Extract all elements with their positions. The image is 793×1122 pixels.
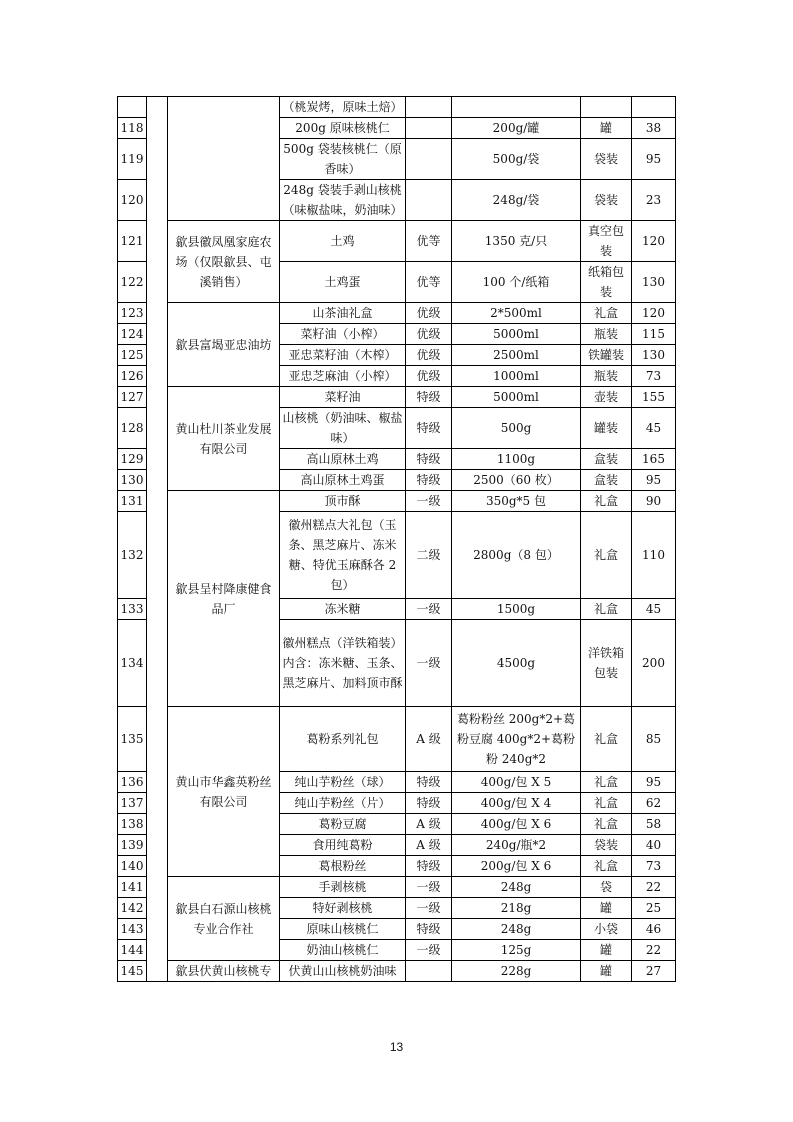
spec-cell: 200g/罐 [452, 118, 581, 139]
company-cell: 歙县白石源山核桃专业合作社 [168, 877, 280, 961]
grade-cell: 特级 [406, 856, 452, 877]
price-cell: 46 [632, 919, 676, 940]
spec-cell: 5000ml [452, 324, 581, 345]
packaging-cell: 袋 [581, 877, 632, 898]
spec-cell: 400g/包 X 5 [452, 772, 581, 793]
price-cell: 73 [632, 366, 676, 387]
packaging-cell: 盒装 [581, 470, 632, 491]
spec-cell: 4500g [452, 620, 581, 707]
product-cell: 山核桃（奶油味、椒盐味） [280, 408, 406, 449]
price-cell: 200 [632, 620, 676, 707]
product-cell: 原味山核桃仁 [280, 919, 406, 940]
spec-cell: 1350 克/只 [452, 221, 581, 262]
product-cell: 手剥核桃 [280, 877, 406, 898]
row-number-cell: 119 [118, 139, 147, 180]
product-cell: 葛根粉丝 [280, 856, 406, 877]
row-number-cell: 126 [118, 366, 147, 387]
spec-cell: 400g/包 X 6 [452, 814, 581, 835]
price-cell [632, 97, 676, 118]
row-number-cell: 145 [118, 961, 147, 982]
row-number-cell: 140 [118, 856, 147, 877]
product-cell: （桃炭烤，原味土焙） [280, 97, 406, 118]
table-row [118, 97, 676, 118]
company-cell: 歙县伏黄山核桃专 [168, 961, 280, 982]
table-row [118, 961, 676, 982]
company-cell: 歙县徽凤凰家庭农场（仅限歙县、屯溪销售） [168, 221, 280, 303]
grade-cell: 优级 [406, 345, 452, 366]
packaging-cell: 袋装 [581, 180, 632, 221]
grade-cell: 特级 [406, 387, 452, 408]
price-cell: 130 [632, 345, 676, 366]
spec-cell: 400g/包 X 4 [452, 793, 581, 814]
spec-cell: 218g [452, 898, 581, 919]
product-cell: 顶市酥 [280, 491, 406, 512]
table-row [118, 707, 676, 772]
price-cell: 62 [632, 793, 676, 814]
price-cell: 27 [632, 961, 676, 982]
row-number-cell: 125 [118, 345, 147, 366]
grade-cell [406, 180, 452, 221]
product-cell: 亚忠芝麻油（小榨） [280, 366, 406, 387]
product-cell: 食用纯葛粉 [280, 835, 406, 856]
grade-cell: A 级 [406, 835, 452, 856]
packaging-cell: 礼盒 [581, 303, 632, 324]
row-number-cell: 118 [118, 118, 147, 139]
packaging-cell: 铁罐装 [581, 345, 632, 366]
packaging-cell: 盒装 [581, 449, 632, 470]
packaging-cell: 礼盒 [581, 772, 632, 793]
row-number-cell: 137 [118, 793, 147, 814]
grade-cell: 特级 [406, 793, 452, 814]
row-number-cell: 127 [118, 387, 147, 408]
product-cell: 冻米糖 [280, 599, 406, 620]
row-number-cell: 139 [118, 835, 147, 856]
company-cell: 歙县呈村降康健食品厂 [168, 491, 280, 707]
spec-cell: 248g/袋 [452, 180, 581, 221]
packaging-cell: 礼盒 [581, 814, 632, 835]
row-number-cell: 121 [118, 221, 147, 262]
table-row [118, 877, 676, 898]
grade-cell: 优级 [406, 303, 452, 324]
product-cell: 徽州糕点大礼包（玉条、黑芝麻片、冻米糖、特优玉麻酥各 2 包） [280, 512, 406, 599]
spec-cell: 5000ml [452, 387, 581, 408]
packaging-cell: 罐 [581, 118, 632, 139]
product-cell: 奶油山核桃仁 [280, 940, 406, 961]
price-cell: 40 [632, 835, 676, 856]
row-number-cell: 128 [118, 408, 147, 449]
packaging-cell: 瓶装 [581, 366, 632, 387]
packaging-cell: 礼盒 [581, 856, 632, 877]
spec-cell [452, 97, 581, 118]
product-cell: 葛粉系列礼包 [280, 707, 406, 772]
grade-cell [406, 961, 452, 982]
product-cell: 特好剥核桃 [280, 898, 406, 919]
grade-cell: 特级 [406, 449, 452, 470]
spec-cell: 200g/包 X 6 [452, 856, 581, 877]
packaging-cell: 袋装 [581, 835, 632, 856]
product-cell: 248g 袋装手剥山核桃（味椒盐味，奶油味） [280, 180, 406, 221]
row-number-cell: 120 [118, 180, 147, 221]
packaging-cell: 壶装 [581, 387, 632, 408]
row-number-cell: 131 [118, 491, 147, 512]
product-cell: 高山原林土鸡蛋 [280, 470, 406, 491]
spec-cell: 240g/瓶*2 [452, 835, 581, 856]
grade-cell [406, 118, 452, 139]
grade-cell: 优级 [406, 324, 452, 345]
price-cell: 130 [632, 262, 676, 303]
product-cell: 土鸡 [280, 221, 406, 262]
product-cell: 葛粉豆腐 [280, 814, 406, 835]
company-cell: 黄山杜川茶业发展有限公司 [168, 387, 280, 491]
price-cell: 165 [632, 449, 676, 470]
price-cell: 155 [632, 387, 676, 408]
row-number-cell: 135 [118, 707, 147, 772]
packaging-cell: 纸箱包装 [581, 262, 632, 303]
spec-cell: 248g [452, 877, 581, 898]
spec-cell: 125g [452, 940, 581, 961]
spec-cell: 2500ml [452, 345, 581, 366]
row-number-cell: 143 [118, 919, 147, 940]
spec-cell: 248g [452, 919, 581, 940]
spec-cell: 1100g [452, 449, 581, 470]
grade-cell: 特级 [406, 408, 452, 449]
price-cell: 38 [632, 118, 676, 139]
price-cell: 110 [632, 512, 676, 599]
price-cell: 22 [632, 877, 676, 898]
price-cell: 58 [632, 814, 676, 835]
packaging-cell: 小袋 [581, 919, 632, 940]
spec-cell: 500g/袋 [452, 139, 581, 180]
grade-cell: 特级 [406, 919, 452, 940]
price-cell: 85 [632, 707, 676, 772]
table-row [118, 387, 676, 408]
product-cell: 200g 原味核桃仁 [280, 118, 406, 139]
grade-cell: 特级 [406, 772, 452, 793]
row-number-cell: 144 [118, 940, 147, 961]
row-number-cell: 134 [118, 620, 147, 707]
category-cell [147, 97, 168, 982]
product-price-table [117, 96, 676, 982]
price-cell: 73 [632, 856, 676, 877]
product-cell: 伏黄山山核桃奶油味 [280, 961, 406, 982]
price-cell: 45 [632, 599, 676, 620]
packaging-cell: 礼盒 [581, 793, 632, 814]
packaging-cell: 罐 [581, 961, 632, 982]
spec-cell: 1000ml [452, 366, 581, 387]
packaging-cell: 礼盒 [581, 599, 632, 620]
spec-cell: 1500g [452, 599, 581, 620]
product-cell: 500g 袋装核桃仁（原香味） [280, 139, 406, 180]
product-cell: 徽州糕点（洋铁箱装）内含：冻米糖、玉条、黑芝麻片、加料顶市酥 [280, 620, 406, 707]
row-number-cell: 132 [118, 512, 147, 599]
row-number-cell: 142 [118, 898, 147, 919]
price-cell: 115 [632, 324, 676, 345]
row-number-cell: 124 [118, 324, 147, 345]
row-number-cell: 133 [118, 599, 147, 620]
table-row [118, 221, 676, 262]
table-row [118, 491, 676, 512]
price-cell: 120 [632, 303, 676, 324]
price-cell: 95 [632, 470, 676, 491]
price-cell: 25 [632, 898, 676, 919]
grade-cell: 优等 [406, 262, 452, 303]
company-cell: 黄山市华鑫英粉丝有限公司 [168, 707, 280, 877]
grade-cell: 一级 [406, 491, 452, 512]
row-number-cell: 130 [118, 470, 147, 491]
product-cell: 山茶油礼盒 [280, 303, 406, 324]
spec-cell: 350g*5 包 [452, 491, 581, 512]
grade-cell: 一级 [406, 940, 452, 961]
row-number-cell: 123 [118, 303, 147, 324]
packaging-cell: 罐装 [581, 408, 632, 449]
row-number-cell: 141 [118, 877, 147, 898]
spec-cell: 2*500ml [452, 303, 581, 324]
grade-cell: A 级 [406, 707, 452, 772]
page-number: 13 [389, 1040, 404, 1054]
packaging-cell: 洋铁箱包装 [581, 620, 632, 707]
product-cell: 土鸡蛋 [280, 262, 406, 303]
row-number-cell: 122 [118, 262, 147, 303]
spec-cell: 葛粉粉丝 200g*2+葛粉豆腐 400g*2+葛粉粉 240g*2 [452, 707, 581, 772]
grade-cell: 一级 [406, 898, 452, 919]
row-number-cell [118, 97, 147, 118]
packaging-cell: 瓶装 [581, 324, 632, 345]
product-cell: 菜籽油（小榨） [280, 324, 406, 345]
packaging-cell [581, 97, 632, 118]
company-cell: 歙县富堨亚忠油坊 [168, 303, 280, 387]
row-number-cell: 138 [118, 814, 147, 835]
spec-cell: 500g [452, 408, 581, 449]
product-cell: 菜籽油 [280, 387, 406, 408]
grade-cell: 一级 [406, 620, 452, 707]
price-cell: 23 [632, 180, 676, 221]
grade-cell: 优级 [406, 366, 452, 387]
product-cell: 纯山芋粉丝（片） [280, 793, 406, 814]
row-number-cell: 136 [118, 772, 147, 793]
spec-cell: 2800g（8 包） [452, 512, 581, 599]
row-number-cell: 129 [118, 449, 147, 470]
grade-cell [406, 139, 452, 180]
product-cell: 亚忠菜籽油（木榨） [280, 345, 406, 366]
packaging-cell: 罐 [581, 940, 632, 961]
price-cell: 95 [632, 139, 676, 180]
packaging-cell: 礼盒 [581, 491, 632, 512]
spec-cell: 100 个/纸箱 [452, 262, 581, 303]
packaging-cell: 袋装 [581, 139, 632, 180]
packaging-cell: 罐 [581, 898, 632, 919]
grade-cell: 特级 [406, 470, 452, 491]
grade-cell: 二级 [406, 512, 452, 599]
grade-cell: A 级 [406, 814, 452, 835]
grade-cell: 一级 [406, 599, 452, 620]
spec-cell: 2500（60 枚） [452, 470, 581, 491]
company-cell [168, 97, 280, 221]
table-row [118, 303, 676, 324]
grade-cell [406, 97, 452, 118]
price-cell: 45 [632, 408, 676, 449]
grade-cell: 优等 [406, 221, 452, 262]
price-cell: 22 [632, 940, 676, 961]
product-cell: 高山原林土鸡 [280, 449, 406, 470]
packaging-cell: 礼盒 [581, 512, 632, 599]
product-cell: 纯山芋粉丝（球） [280, 772, 406, 793]
packaging-cell: 礼盒 [581, 707, 632, 772]
spec-cell: 228g [452, 961, 581, 982]
packaging-cell: 真空包装 [581, 221, 632, 262]
grade-cell: 一级 [406, 877, 452, 898]
price-cell: 120 [632, 221, 676, 262]
price-cell: 95 [632, 772, 676, 793]
price-cell: 90 [632, 491, 676, 512]
